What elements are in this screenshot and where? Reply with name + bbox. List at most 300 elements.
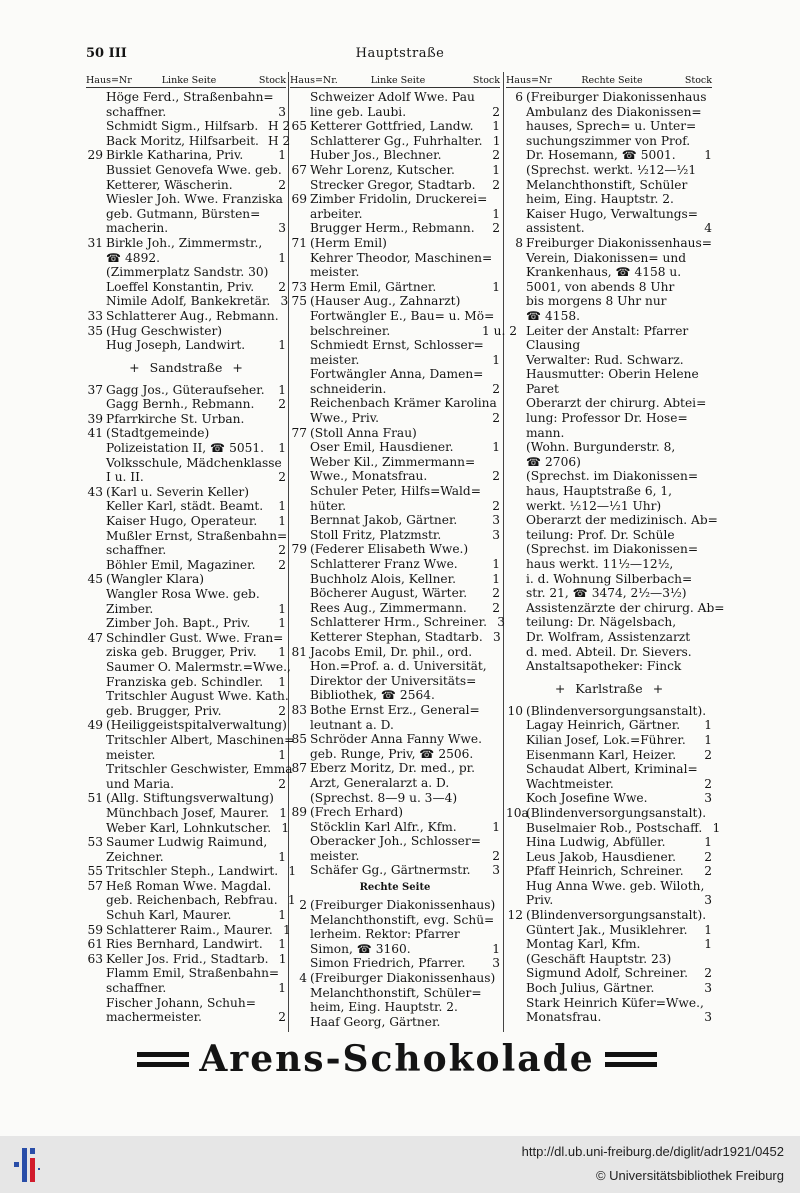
house-number: [290, 513, 310, 528]
directory-entry: [506, 455, 712, 470]
directory-entry: [290, 221, 500, 236]
floor-number: 2: [492, 600, 500, 615]
directory-entry: [290, 192, 500, 207]
floor-number: 1: [492, 941, 500, 956]
entry-text: Herm Emil, Gärtner.: [310, 279, 437, 294]
entry-text: Nimile Adolf, Bankekretär.: [106, 294, 271, 309]
directory-entry: [290, 513, 500, 528]
entry-text: Simon Friedrich, Pfarrer.: [310, 956, 466, 971]
entry-text: teilung: Prof. Dr. Schüle: [526, 527, 675, 542]
floor-number: [694, 324, 712, 339]
entry-text: heim, Eing. Hauptstr. 2.: [526, 192, 674, 207]
house-number: [506, 469, 526, 484]
directory-entry: [290, 630, 500, 645]
entry-text: Arzt, Generalarzt a. D.: [310, 775, 450, 790]
floor-number: [694, 440, 712, 455]
floor-number: [712, 236, 730, 251]
house-number: 39: [87, 411, 103, 426]
entry-text: Back Moritz, Hilfsarbeit.: [106, 133, 259, 148]
house-number: [506, 499, 526, 514]
directory-entry: [86, 762, 293, 777]
floor-number: 3: [704, 981, 712, 996]
entry-text: Wwe., Priv.: [310, 411, 380, 426]
floor-number: 1: [279, 805, 287, 820]
directory-entry: [290, 805, 500, 820]
floor-number: 3: [704, 791, 712, 806]
directory-entry: [86, 148, 286, 163]
house-number: [506, 309, 526, 324]
entry-text: (Stoll Anna Frau): [310, 425, 417, 440]
floor-number: [694, 572, 712, 587]
directory-entry: [290, 251, 500, 266]
entry-text: Schlatterer Gg., Fuhrhalter.: [310, 133, 483, 148]
house-number: [506, 119, 526, 134]
floor-number: [702, 105, 720, 120]
floor-number: [482, 703, 500, 718]
floor-number: [482, 90, 500, 105]
entry-text: Jacobs Emil, Dr. phil., ord.: [310, 644, 473, 659]
directory-entry: [86, 383, 286, 398]
floor-number: [694, 952, 712, 967]
directory-entry: [290, 942, 500, 957]
house-number: 79: [291, 542, 307, 557]
directory-entry: [86, 572, 286, 587]
floor-number: [704, 879, 722, 894]
house-number: 10a: [506, 805, 529, 820]
directory-entry: [86, 659, 291, 675]
directory-entry: [290, 105, 500, 120]
house-number: [86, 207, 106, 222]
entry-text: Birkle Katharina, Priv.: [106, 148, 244, 163]
floor-number: 3: [704, 1010, 712, 1025]
house-number: [506, 630, 526, 645]
house-number: 37: [87, 382, 103, 397]
directory-entry: [86, 163, 286, 178]
directory-entry: [290, 338, 500, 353]
house-number: [86, 251, 106, 266]
entry-text: schaffner.: [106, 104, 167, 119]
directory-entry: [506, 426, 712, 441]
directory-entry: [506, 221, 712, 236]
floor-number: 2: [278, 1010, 286, 1025]
directory-entry: [290, 163, 500, 178]
house-number: [290, 265, 310, 280]
floor-number: [268, 324, 286, 339]
column-header-stock: Stock: [472, 75, 500, 86]
entry-text: Höge Ferd., Straßenbahn=: [106, 90, 274, 104]
directory-entry: [86, 236, 286, 251]
entry-text: (Freiburger Diakonissenhaus): [310, 898, 496, 913]
floor-number: 3: [497, 615, 505, 630]
floor-number: 1: [278, 499, 286, 514]
entry-text: Kilian Josef, Lok.=Führer.: [526, 732, 686, 747]
street-heading: Hauptstraße: [355, 46, 445, 61]
entry-text: (Freiburger Diakonissenhaus): [310, 971, 496, 986]
directory-entry: [86, 133, 291, 149]
entry-text: Pfarrkirche St. Urban.: [106, 411, 245, 426]
floor-number: 1: [492, 352, 500, 367]
directory-entry: [506, 513, 718, 528]
house-number: [290, 469, 310, 484]
floor-number: [694, 192, 712, 207]
directory-entry: [86, 294, 289, 309]
entry-list: [86, 90, 297, 1025]
house-number: [290, 586, 310, 601]
directory-entry: [86, 996, 286, 1011]
floor-number: [694, 382, 712, 397]
house-number: [290, 353, 310, 368]
directory-entry: [290, 776, 500, 791]
directory-entry: [290, 718, 500, 733]
house-number: [506, 937, 526, 952]
floor-number: 1: [278, 601, 286, 616]
directory-entry: [506, 163, 712, 178]
entry-text: ☎ 4892.: [106, 250, 160, 265]
entry-text: (Frech Erhard): [310, 805, 404, 820]
entry-text: Huber Jos., Blechner.: [310, 148, 442, 163]
house-number: [86, 675, 106, 690]
directory-entry: [506, 499, 712, 514]
directory-entry: [86, 324, 286, 339]
floor-number: [694, 294, 712, 309]
entry-text: Hausmutter: Oberin Helene: [526, 367, 699, 382]
entry-text: Verwalter: Rud. Schwarz.: [526, 352, 684, 367]
entry-text: Strecker Gregor, Stadtarb.: [310, 177, 476, 192]
floor-number: [482, 927, 500, 942]
floor-number: 3: [492, 956, 500, 971]
directory-entry: [506, 440, 712, 455]
entry-text: Birkle Joh., Zimmermstr.,: [106, 235, 263, 250]
floor-number: 1: [278, 908, 286, 923]
entry-text: Boch Julius, Gärtner.: [526, 981, 655, 996]
directory-entry: [290, 280, 500, 295]
house-number: [86, 105, 106, 120]
floor-number: 1: [278, 951, 287, 966]
floor-number: [482, 674, 500, 689]
entry-text: Gagg Bernh., Rebmann.: [106, 397, 255, 412]
floor-number: 1: [704, 835, 712, 850]
floor-number: [482, 455, 500, 470]
house-number: [506, 879, 526, 894]
directory-entry: [290, 1015, 500, 1030]
house-number: [86, 192, 106, 207]
library-logo-icon[interactable]: [14, 1144, 40, 1186]
house-number: [506, 324, 526, 339]
entry-text: meister.: [310, 848, 360, 863]
house-number: [290, 572, 310, 587]
directory-entry: [86, 718, 286, 733]
entry-text: Koch Josefine Wwe.: [526, 791, 648, 806]
directory-entry: [86, 981, 286, 996]
entry-text: str. 21, ☎ 3474, 2½—3½): [526, 586, 687, 601]
directory-entry: [506, 893, 712, 908]
directory-entry: [290, 586, 500, 601]
house-number: 29: [87, 148, 103, 163]
entry-text: Tritschler Albert, Maschinen=: [106, 732, 295, 747]
floor-number: H 2: [268, 119, 291, 134]
house-number: [506, 966, 526, 981]
floor-number: 2: [278, 470, 286, 485]
directory-entry: [86, 426, 286, 441]
floor-number: 1: [704, 922, 712, 937]
house-number: [290, 499, 310, 514]
house-number: 12: [507, 908, 523, 923]
floor-number: 1: [278, 441, 286, 456]
page-number: 50 III: [86, 46, 127, 61]
floor-number: 1: [704, 148, 712, 163]
floor-number: [694, 411, 712, 426]
directory-entry: [506, 367, 712, 382]
floor-number: 1: [278, 645, 286, 660]
house-number: [86, 456, 106, 471]
directory-entry: [290, 528, 500, 543]
floor-number: [694, 615, 712, 630]
entry-text: Stoll Fritz, Platzmstr.: [310, 527, 442, 542]
house-number: 31: [87, 235, 103, 250]
floor-number: 2: [278, 177, 286, 192]
house-number: 63: [87, 951, 103, 966]
directory-entry: [506, 148, 712, 163]
advertisement-text: Arens-Schokolade: [199, 1038, 595, 1080]
cross-ornament-icon: +: [554, 681, 566, 697]
entry-text: Hina Ludwig, Abfüller.: [526, 835, 666, 850]
directory-entry: [506, 923, 712, 938]
entry-text: Tritschler August Wwe. Kath.: [106, 689, 289, 704]
directory-entry: [506, 469, 712, 484]
entry-text: Schäfer Gg., Gärtnermstr.: [310, 863, 471, 878]
house-number: [506, 923, 526, 938]
directory-entry: [86, 558, 286, 573]
directory-entry: [86, 1010, 286, 1025]
directory-entry: [86, 441, 286, 456]
house-number: [86, 470, 106, 485]
entry-text: lerheim. Rektor: Pfarrer: [310, 927, 460, 942]
entry-text: assistent.: [526, 221, 585, 236]
house-number: 87: [291, 761, 307, 776]
entry-text: Loeffel Konstantin, Priv.: [106, 279, 255, 294]
permalink[interactable]: http://dl.ub.uni-freiburg.de/diglit/adr1921/0452: [521, 1144, 784, 1159]
directory-entry: [506, 981, 712, 996]
directory-entry: [506, 1010, 712, 1025]
house-number: [86, 134, 106, 149]
directory-entry: [290, 294, 500, 309]
floor-number: 3: [280, 294, 289, 309]
house-number: [506, 733, 526, 748]
entry-text: Wachtmeister.: [526, 776, 614, 791]
entry-text: Weber Karl, Lohnkutscher.: [106, 820, 272, 835]
floor-number: [268, 587, 286, 602]
floor-number: [268, 835, 286, 850]
directory-entry: [86, 338, 286, 353]
directory-entry: [506, 396, 712, 411]
floor-number: 3: [278, 221, 286, 236]
entry-text: Kaiser Hugo, Verwaltungs=: [526, 206, 698, 221]
floor-number: [482, 732, 500, 747]
entry-text: schaffner.: [106, 543, 167, 558]
entry-text: Ries Bernhard, Landwirt.: [106, 937, 263, 952]
floor-number: 1: [492, 819, 500, 834]
directory-entry: [86, 587, 286, 602]
entry-text: Schmiedt Ernst, Schlosser=: [310, 338, 484, 353]
entry-text: meister.: [310, 265, 360, 280]
column-header-nr: Haus=Nr: [86, 75, 132, 86]
directory-entry: [290, 601, 500, 616]
directory-entry: [86, 529, 286, 544]
house-number: [86, 893, 106, 908]
entry-text: bis morgens 8 Uhr nur: [526, 294, 667, 309]
entry-text: Zimber Fridolin, Druckerei=: [310, 192, 488, 207]
house-number: [290, 615, 310, 630]
entry-text: Hug Joseph, Landwirt.: [106, 338, 246, 353]
entry-text: lung: Professor Dr. Hose=: [526, 411, 688, 426]
house-number: [290, 630, 310, 645]
house-number: [86, 616, 106, 631]
house-number: 81: [291, 644, 307, 659]
floor-number: 2: [704, 864, 712, 879]
house-number: [506, 134, 526, 149]
directory-entry: [290, 484, 500, 499]
floor-number: [482, 834, 500, 849]
house-number: 45: [87, 572, 103, 587]
floor-number: 1: [278, 338, 286, 353]
directory-entry: [290, 236, 500, 251]
directory-entry: [86, 485, 286, 500]
house-number: [290, 396, 310, 411]
floor-number: [482, 747, 500, 762]
floor-number: 2: [278, 397, 286, 412]
house-number: [506, 163, 526, 178]
house-number: [86, 294, 106, 309]
directory-entry: [86, 221, 286, 236]
entry-text: Melanchthonstift, Schüler=: [310, 985, 482, 1000]
entry-text: Freiburger Diakonissenhaus=: [526, 235, 712, 250]
entry-text: (Sprechst. im Diakonissen=: [526, 542, 699, 557]
entry-text: Münchbach Josef, Maurer.: [106, 805, 269, 820]
entry-text: Ketterer Stephan, Stadtarb.: [310, 629, 483, 644]
entry-text: Bussiet Genovefa Wwe. geb.: [106, 162, 282, 177]
directory-entry: [506, 645, 712, 660]
directory-entry: [506, 382, 712, 397]
house-number: 67: [291, 162, 307, 177]
directory-entry: [506, 280, 712, 295]
house-number: [86, 1010, 106, 1025]
entry-text: I u. II.: [106, 470, 144, 485]
directory-entry: [86, 850, 286, 865]
floor-number: [268, 412, 286, 427]
entry-text: Dr. Wolfram, Assistenzarzt: [526, 629, 691, 644]
entry-text: mann.: [526, 425, 565, 440]
house-number: [290, 557, 310, 572]
entry-text: Hug Anna Wwe. geb. Wiloth,: [526, 878, 705, 893]
house-number: [86, 806, 106, 821]
directory-entry: [86, 966, 286, 981]
directory-entry: [506, 105, 712, 120]
directory-entry: [290, 440, 500, 455]
house-number: 77: [291, 425, 307, 440]
house-number: [290, 601, 310, 616]
floor-number: [482, 718, 500, 733]
floor-number: [482, 265, 500, 280]
entry-text: meister.: [106, 747, 156, 762]
house-number: [506, 455, 526, 470]
entry-text: Schlatterer Aug., Rebmann.: [106, 308, 279, 323]
directory-entry: [506, 937, 712, 952]
entry-text: arbeiter.: [310, 206, 363, 221]
house-number: [506, 426, 526, 441]
entry-text: (Wohn. Burgunderstr. 8,: [526, 440, 676, 455]
entry-list: [506, 90, 725, 1025]
house-number: [86, 163, 106, 178]
floor-number: [707, 90, 725, 105]
entry-text: (Hug Geschwister): [106, 323, 223, 338]
floor-number: [694, 426, 712, 441]
directory-entry: [290, 396, 500, 411]
directory-entry: [506, 600, 725, 616]
house-number: [506, 864, 526, 879]
street-section-heading: [86, 353, 286, 383]
house-number: [290, 105, 310, 120]
directory-entry: [506, 265, 712, 280]
house-number: [506, 762, 526, 777]
floor-number: [482, 986, 500, 1001]
column-right: [506, 74, 725, 1034]
floor-number: 1: [278, 616, 286, 631]
directory-entry: [506, 528, 712, 543]
floor-number: [268, 207, 286, 222]
entry-text: Oser Emil, Hausdiener.: [310, 440, 454, 455]
directory-entry: [290, 323, 517, 339]
directory-entry: [86, 178, 286, 193]
floor-number: [694, 557, 712, 572]
directory-entry: [86, 806, 286, 821]
floor-number: [487, 192, 505, 207]
directory-entry: [506, 864, 712, 879]
floor-number: [482, 1000, 500, 1015]
entry-text: Buselmaier Rob., Postschaff.: [526, 820, 703, 835]
directory-entry: [290, 956, 500, 971]
directory-entry: [506, 879, 712, 894]
floor-number: [268, 996, 286, 1011]
house-number: [290, 251, 310, 266]
house-number: [506, 178, 526, 193]
column-header-stock: Stock: [258, 75, 286, 86]
directory-entry: [86, 704, 286, 719]
entry-text: i. d. Wohnung Silberbach=: [526, 571, 693, 586]
entry-text: Dr. Hosemann, ☎ 5001.: [526, 148, 676, 163]
house-number: [506, 396, 526, 411]
entry-text: (Blindenversorgungsanstalt).: [526, 908, 707, 923]
house-number: [290, 455, 310, 470]
directory-entry: [290, 542, 500, 557]
column-header: [506, 74, 712, 88]
entry-text: Paret: [526, 381, 559, 396]
floor-number: [696, 119, 714, 134]
floor-number: 3: [492, 629, 501, 644]
house-number: 83: [291, 702, 307, 717]
entry-text: Saumer Ludwig Raimund,: [106, 835, 268, 850]
entry-text: Böhler Emil, Magaziner.: [106, 557, 256, 572]
floor-number: 3: [278, 104, 286, 119]
entry-text: heim, Eing. Hauptstr. 2.: [310, 1000, 458, 1015]
section-title: Karlstraße: [575, 681, 643, 697]
directory-entry: [290, 659, 500, 674]
floor-number: 2: [492, 586, 500, 601]
house-number: [506, 821, 526, 836]
house-number: 61: [87, 937, 103, 952]
entry-text: Ketterer, Wäscherin.: [106, 177, 233, 192]
house-number: [506, 294, 526, 309]
floor-number: 1: [278, 981, 286, 996]
